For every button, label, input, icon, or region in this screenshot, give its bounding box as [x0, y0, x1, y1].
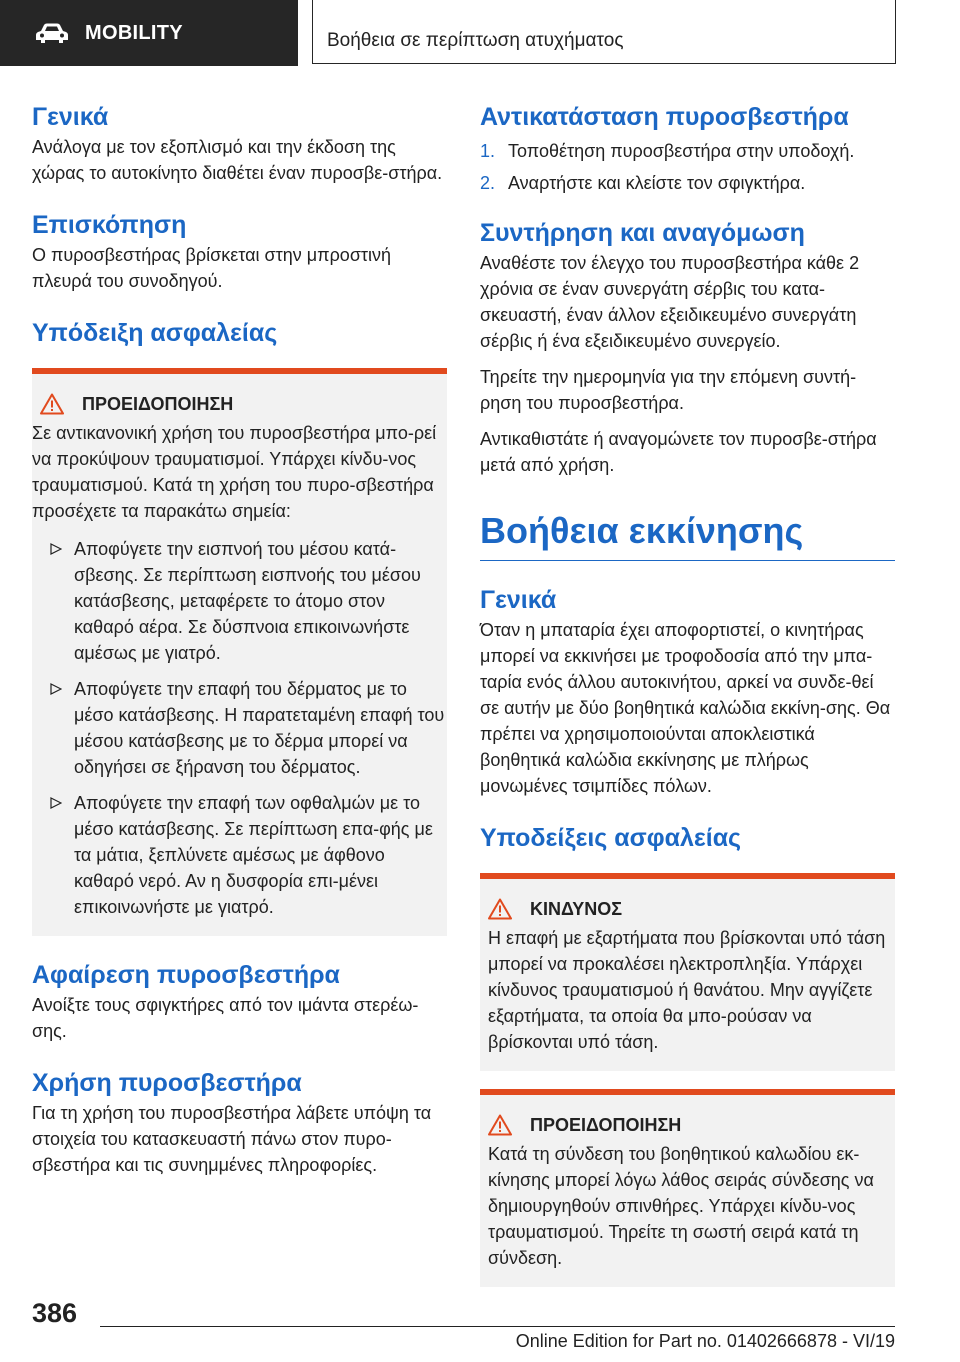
danger-label: ΚΙΝΔΥΝΟΣ	[530, 898, 623, 919]
danger-text: Η επαφή με εξαρτήματα που βρίσκονται υπό τάση μπορεί να προκαλέσει ηλεκτροπληξία. Υπάρχει κίνδυνος τραυματισμού ή θανάτου. Μην αγγίζετε εξαρτήματα, τα οποία θα μπο-ρούσαν να βρίσκονται υπό τάση.	[488, 928, 886, 1052]
bullet-text: Αποφύγετε την εισπνοή του μέσου κατά-σβεσης. Σε περίπτωση εισπνοής του μέσου κατάσβεσης, μεταφέρετε το άτομο στον καθαρό αέρα. Σε δύσπνοια επικοινωνήστε αμέσως με γιατρό.	[74, 539, 421, 663]
footer-rule	[100, 1326, 895, 1327]
page-number: 386	[32, 1298, 78, 1328]
general-heading: Γενικά	[32, 103, 109, 131]
warning-text: Σε αντικανονική χρήση του πυροσβεστήρα μπο-ρεί να προκύψουν τραυματισμοί. Υπάρχει κίνδυ-νος τραυματισμού. Κατά τη χρήση του πυρο-σβεστήρα προσέχετε τα παρακάτω σημεία:	[32, 423, 437, 521]
danger-box	[480, 873, 895, 1071]
header-section-label: MOBILITY	[85, 21, 183, 44]
warning-header	[480, 1113, 895, 1137]
maintenance-text: Αναθέστε τον έλεγχο του πυροσβεστήρα κάθε 2 χρόνια σε έναν συνεργάτη σέρβις του κατα-σκευαστή, έναν άλλον εξειδικευμένο συνεργάτη σέρβις ή ένα εξειδικευμένο συνεργείο.	[480, 253, 860, 351]
warning-label: ΠΡΟΕΙΔΟΠΟΙΗΣΗ	[82, 393, 234, 414]
bullet-text: Αποφύγετε την επαφή των οφθαλμών με το μέσο κατάσβεσης. Σε περίπτωση επα-φής με τα μάτια, ξεπλύνετε αμέσως με άφθονο καθαρό νερό. Αν η δυσφορία επι-μένει επικοινωνήστε με γιατρό.	[74, 793, 433, 917]
step-text: Τοποθέτηση πυροσβεστήρα στην υποδοχή.	[508, 141, 855, 161]
overview-text: Ο πυροσβεστήρας βρίσκεται στην μπροστινή πλευρά του συνοδηγού.	[32, 245, 392, 291]
safety-heading: Υπόδειξη ασφαλείας	[32, 319, 278, 347]
list-item	[480, 170, 895, 196]
jump-safety-heading: Υποδείξεις ασφαλείας	[480, 824, 742, 852]
bullet-triangle-icon	[50, 543, 62, 555]
removal-text: Ανοίξτε τους σφιγκτήρες από τον ιμάντα στερέω-σης.	[32, 995, 419, 1041]
header-section-tab	[0, 0, 298, 66]
left-column	[32, 100, 447, 1178]
general-text: Ανάλογα με τον εξοπλισμό και την έκδοση της χώρας το αυτοκίνητο διαθέτει έναν πυροσβε-στήρα.	[32, 137, 443, 183]
jump-general-text: Όταν η μπαταρία έχει αποφορτιστεί, ο κινητήρας μπορεί να εκκινήσει με τροφοδοσία από την μπα-ταρία ενός άλλου αυτοκινήτου, αρκεί να συνδε-θεί σε αυτήν με δύο βοηθητικά καλώδια εκκίνη-σης. Θα πρέπει να χρησιμοποιούνται αποκλειστικά βοηθητικά καλώδια εκκίνησης με πλήρως μονωμένες τσιμπίδες πόλων.	[480, 620, 891, 796]
removal-heading: Αφαίρεση πυροσβεστήρα	[32, 961, 340, 989]
warning-box	[480, 1089, 895, 1287]
jump-start-heading-block	[480, 508, 895, 561]
car-icon	[35, 22, 69, 44]
maintenance-text: Αντικαθιστάτε ή αναγομώνετε τον πυροσβε-στήρα μετά από χρήση.	[480, 429, 877, 475]
bullet-text: Αποφύγετε την επαφή του δέρματος με το μέσο κατάσβεσης. Η παρατεταμένη επαφή του μέσου κατάσβεσης με το δέρμα μπορεί να οδηγήσει σε ξήρανση του δέρματος.	[74, 679, 445, 777]
list-item	[32, 676, 447, 780]
warning-header	[32, 392, 447, 416]
list-item	[480, 138, 895, 164]
bullet-triangle-icon	[50, 797, 62, 809]
page-header	[0, 0, 960, 66]
jump-start-heading: Βοήθεια εκκίνησης	[480, 510, 804, 551]
usage-heading: Χρήση πυροσβεστήρα	[32, 1069, 302, 1097]
right-column	[480, 100, 895, 1287]
danger-header	[480, 897, 895, 921]
warning-label: ΠΡΟΕΙΔΟΠΟΙΗΣΗ	[530, 1114, 682, 1135]
warning-triangle-icon	[40, 393, 64, 415]
usage-text: Για τη χρήση του πυροσβεστήρα λάβετε υπόψη τα στοιχεία του κατασκευαστή πάνω στον πυρο-σβεστήρα και τις συνημμένες πληροφορίες.	[32, 1103, 432, 1175]
warning-triangle-icon	[488, 1114, 512, 1136]
step-text: Αναρτήστε και κλείστε τον σφιγκτήρα.	[508, 173, 806, 193]
header-title-box	[312, 0, 896, 64]
warning-box	[32, 368, 447, 936]
replace-heading: Αντικατάσταση πυροσβεστήρα	[480, 103, 849, 131]
bullet-triangle-icon	[50, 683, 62, 695]
replace-steps	[480, 138, 895, 196]
footer-edition: Online Edition for Part no. 01402666878 - VI/19	[515, 1331, 895, 1351]
list-item	[32, 790, 447, 920]
header-title: Βοήθεια σε περίπτωση ατυχήματος	[327, 30, 624, 51]
overview-heading: Επισκόπηση	[32, 211, 187, 239]
step-number: 2.	[480, 173, 496, 193]
warning-text: Κατά τη σύνδεση του βοηθητικού καλωδίου εκ-κίνησης μπορεί λόγω λάθος σειράς σύνδεσης να δημιουργηθούν σπινθήρες. Υπάρχει κίνδυ-νος τραυματισμού. Τηρείτε τη σωστή σειρά κατά τη σύνδεση.	[488, 1144, 874, 1268]
maintenance-heading: Συντήρηση και αναγόμωση	[480, 219, 805, 247]
warning-bullet-list	[32, 536, 447, 920]
warning-triangle-icon	[488, 898, 512, 920]
maintenance-text: Τηρείτε την ημερομηνία για την επόμενη συντή-ρηση του πυροσβεστήρα.	[480, 367, 857, 413]
step-number: 1.	[480, 141, 496, 161]
jump-general-heading: Γενικά	[480, 586, 557, 614]
list-item	[32, 536, 447, 666]
